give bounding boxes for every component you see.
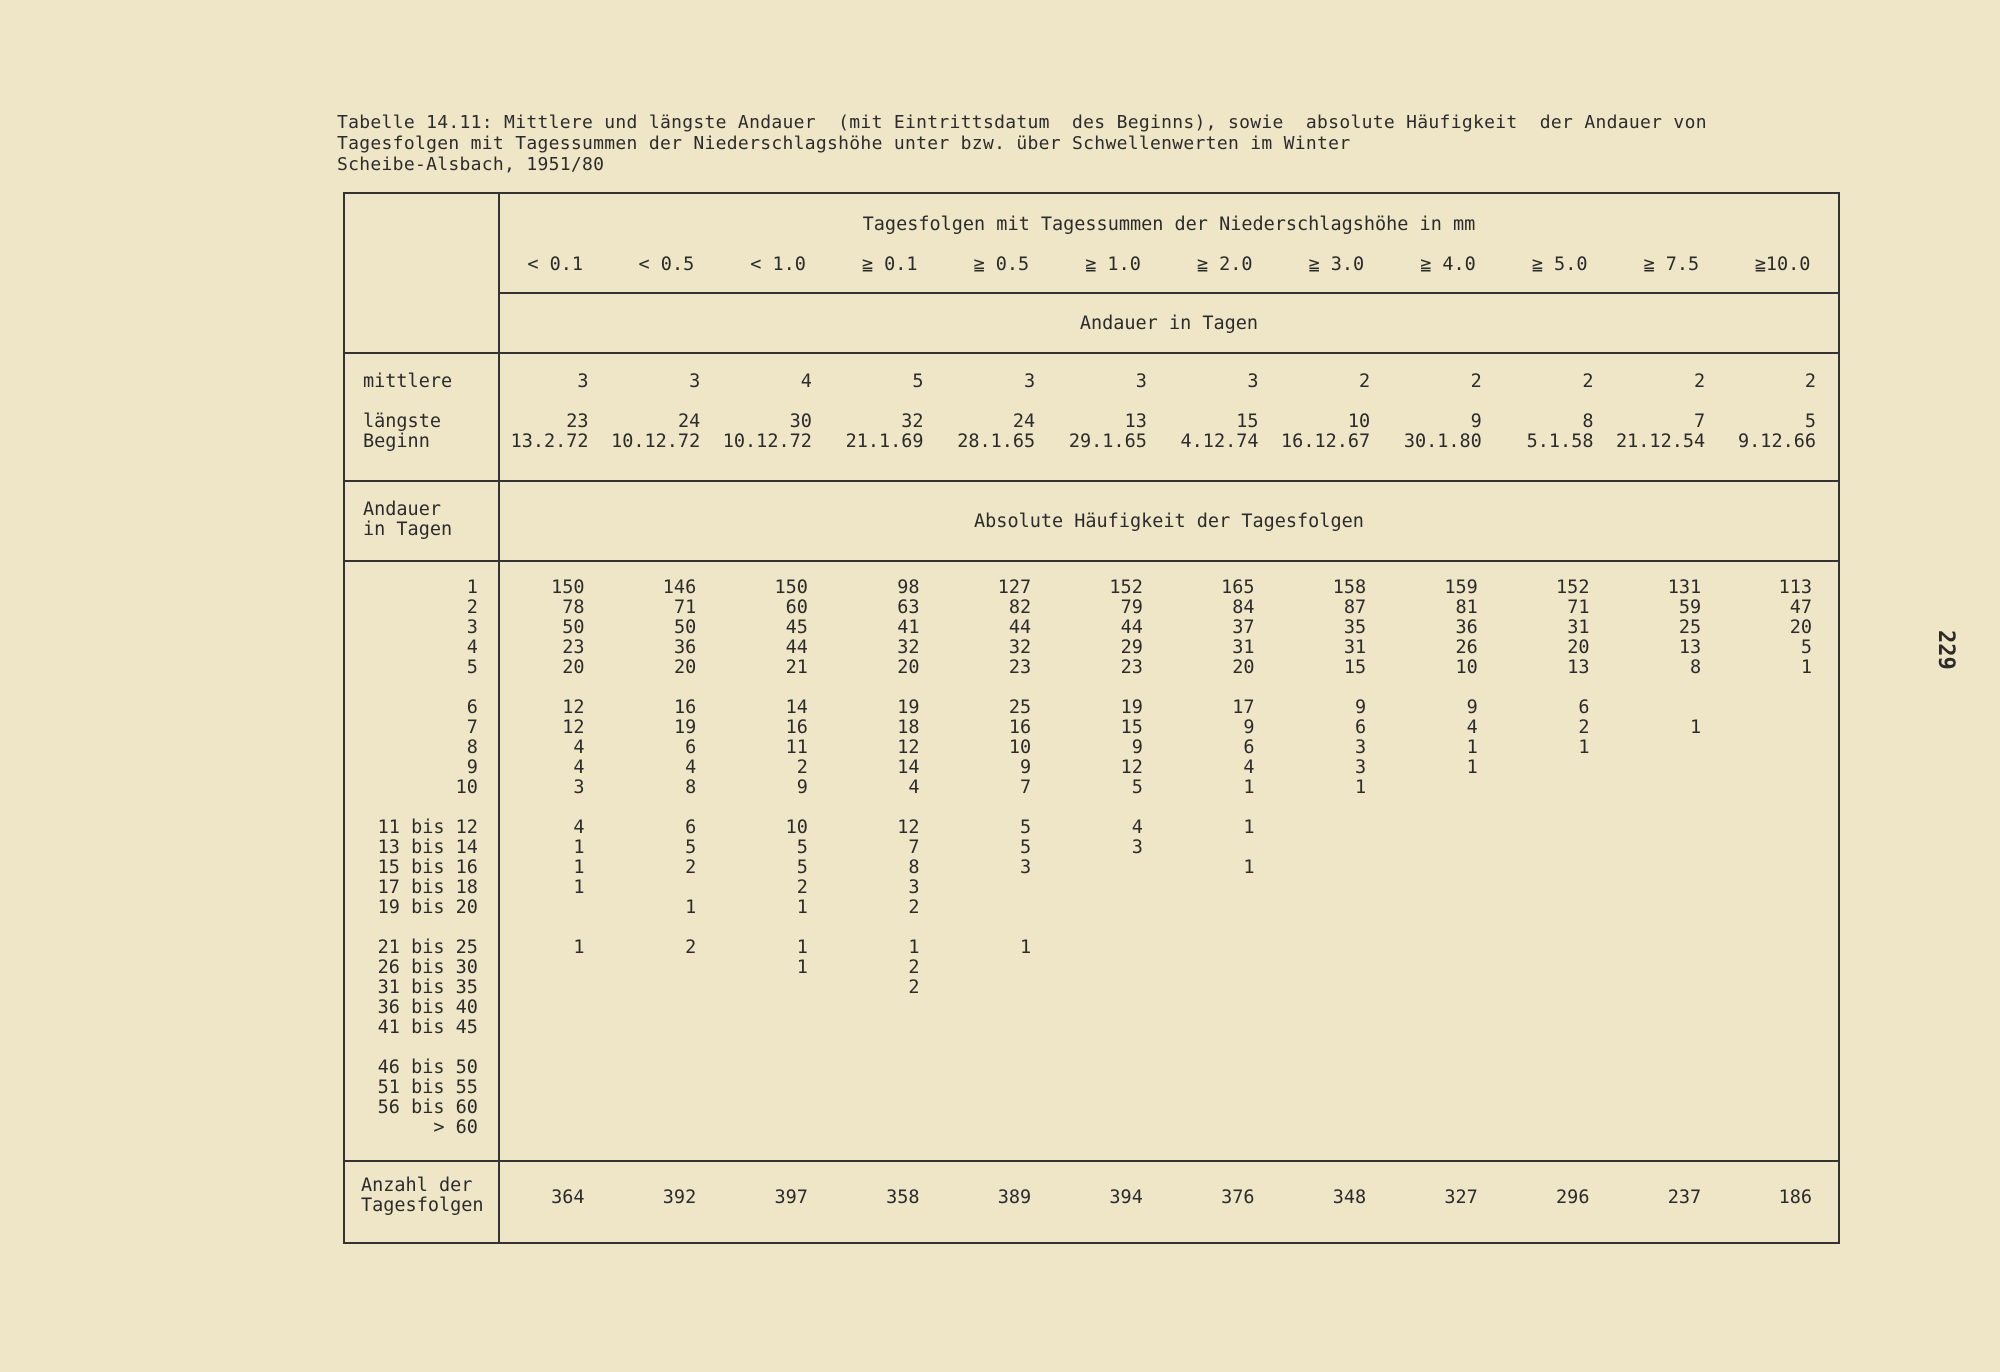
duration-group-1: 1 2 3 4 5: [466, 577, 478, 678]
frequency-col-9: [1392, 561, 1504, 1161]
mittlere-label: mittlere: [363, 371, 453, 392]
total-11: 237: [1615, 1161, 1727, 1243]
frequency-g4: 1: [573, 937, 585, 958]
frequency-g3: 6 5 2 1: [685, 817, 697, 918]
frequency-g2: 14 16 11 2 9: [785, 697, 808, 798]
total-7: 376: [1169, 1161, 1281, 1243]
stats-col-5: [946, 353, 1058, 481]
laengste-value: 23: [566, 411, 589, 432]
header-title-row: [344, 193, 1839, 254]
stats-col-3: [722, 353, 834, 481]
spacer: [1392, 392, 1482, 412]
stats-col-4: [834, 353, 946, 481]
frequency-col-8: [1281, 561, 1393, 1161]
totals-row: [344, 1161, 1839, 1243]
frequency-g4: [1169, 938, 1255, 1038]
stats-col-2: [611, 353, 723, 481]
andauer-row-label: Andauer in Tagen: [344, 481, 499, 561]
frequency-g3: 10 5 5 2 1: [785, 817, 808, 918]
frequency-g3: 4 1 1 1: [573, 817, 585, 898]
andauer-header-row: [344, 293, 1839, 353]
beginn-date: 28.1.65: [957, 431, 1036, 452]
laengste-value: 9: [1470, 411, 1482, 432]
frequency-col-3: [722, 561, 834, 1161]
threshold-9: ≧ 4.0: [1420, 254, 1476, 275]
laengste-value: 24: [677, 411, 701, 432]
beginn-date: 4.12.74: [1180, 431, 1259, 452]
table-caption: Tabelle 14.11: Mittlere und längste Andauer (mit Eintrittsdatum des Beginns), sowie absolute Häufigkeit der Andauer von Tagesfolgen mit Tagessummen der Niederschlagshöhe unter bzw. über Schwellenwerten im Winter Scheibe-Alsbach, 1951/80: [337, 112, 1707, 175]
total-4: 358: [834, 1161, 946, 1243]
beginn-date: 5.1.58: [1526, 431, 1594, 452]
frequency-g3: 5 5 3: [1020, 817, 1032, 878]
beginn-date: 21.12.54: [1616, 431, 1706, 452]
laengste-value: 13: [1124, 411, 1147, 432]
frequency-g4: [1615, 938, 1701, 1038]
frequency-g3: [1504, 818, 1590, 918]
beginn-date: 10.12.72: [722, 431, 812, 452]
stats-col-11: [1615, 353, 1727, 481]
laengste-value: 32: [901, 411, 924, 432]
threshold-8: ≧ 3.0: [1308, 254, 1365, 275]
threshold-6: ≧ 1.0: [1085, 254, 1141, 275]
threshold-2: < 0.5: [638, 254, 695, 275]
frequency-g1: 165 84 37 31 20: [1221, 577, 1255, 678]
frequency-header-row: [344, 481, 1839, 561]
mittlere-value: 5: [912, 371, 924, 392]
beginn-label: Beginn: [363, 431, 430, 452]
total-10: 296: [1504, 1161, 1616, 1243]
beginn-date: 21.1.69: [845, 431, 924, 452]
laengste-value: 15: [1236, 411, 1259, 432]
precipitation-duration-table: [343, 192, 1840, 1244]
frequency-g4: 1 1: [796, 937, 808, 978]
total-6: 394: [1057, 1161, 1169, 1243]
frequency-g1: 113 47 20 5 1: [1778, 577, 1812, 678]
frequency-col-5: [946, 561, 1058, 1161]
mittlere-value: 4: [800, 371, 812, 392]
frequency-g3: [1727, 818, 1812, 918]
spacer: [1727, 392, 1816, 412]
duration-group-3: 11 bis 12 13 bis 14 15 bis 16 17 bis 18 19 bis 20: [377, 817, 478, 918]
frequency-g2: 1: [1689, 717, 1702, 738]
frequency-g2: 6 2 1: [1578, 697, 1590, 758]
mittlere-value: 2: [1804, 371, 1816, 392]
frequency-g1: 152 71 31 20 13: [1556, 577, 1590, 678]
frequency-g3: 1 1: [1243, 817, 1255, 878]
mittlere-value: 2: [1359, 371, 1371, 392]
frequency-g1: 98 63 41 32 20: [897, 577, 920, 678]
stats-col-1: [499, 353, 611, 481]
frequency-col-10: [1504, 561, 1616, 1161]
laengste-value: 5: [1804, 411, 1816, 432]
frequency-g1: 158 87 35 31 15: [1332, 577, 1367, 678]
mittlere-value: 3: [1024, 371, 1036, 392]
mittlere-value: 2: [1582, 371, 1594, 392]
frequency-g2: 25 16 10 9 7: [1008, 697, 1032, 798]
spacer: [500, 392, 589, 412]
mittlere-value: 2: [1470, 371, 1482, 392]
spacer: [1169, 392, 1259, 412]
threshold-4: ≧ 0.1: [861, 254, 918, 275]
frequency-g4: [1057, 938, 1143, 1038]
corner-cell: [344, 193, 499, 353]
frequency-col-4: [834, 561, 946, 1161]
threshold-3: < 1.0: [750, 254, 806, 275]
frequency-col-2: [611, 561, 723, 1161]
mittlere-value: 3: [689, 371, 701, 392]
laengste-value: 7: [1693, 411, 1706, 432]
beginn-date: 10.12.72: [611, 431, 701, 452]
spacer: [946, 392, 1036, 412]
stats-col-9: [1392, 353, 1504, 481]
threshold-10: ≧ 5.0: [1531, 254, 1588, 275]
frequency-g4: [1727, 938, 1812, 1038]
stats-col-6: [1057, 353, 1169, 481]
frequency-g4: 1: [1020, 937, 1032, 958]
frequency-g4: 2: [685, 937, 697, 958]
frequency-g1: 131 59 25 13 8: [1667, 577, 1702, 678]
duration-group-2: 6 7 8 9 10: [455, 697, 478, 798]
laengste-label: längste: [363, 411, 441, 432]
threshold-11: ≧ 7.5: [1643, 254, 1700, 275]
frequency-col-11: [1615, 561, 1727, 1161]
laengste-value: 8: [1582, 411, 1594, 432]
threshold-5: ≧ 0.5: [973, 254, 1030, 275]
beginn-date: 30.1.80: [1403, 431, 1482, 452]
threshold-7: ≧ 2.0: [1196, 254, 1253, 275]
frequency-g2: [1727, 698, 1812, 798]
duration-labels: [344, 561, 499, 1161]
frequency-g4: [1281, 938, 1367, 1038]
frequency-g4: [1392, 938, 1478, 1038]
frequency-g2: 19 15 9 12 5: [1120, 697, 1143, 798]
frequency-g4: [1504, 938, 1590, 1038]
frequency-g3: 12 7 8 3 2: [897, 817, 920, 918]
frequency-col-6: [1057, 561, 1169, 1161]
stats-labels: [344, 353, 499, 481]
laengste-value: 10: [1347, 411, 1371, 432]
frequency-g1: 146 71 50 36 20: [662, 577, 697, 678]
beginn-date: 16.12.67: [1281, 431, 1371, 452]
frequency-g2: 17 9 6 4 1: [1232, 697, 1255, 798]
duration-group-5: 46 bis 50 51 bis 55 56 bis 60 > 60: [377, 1057, 478, 1138]
absolute-haeufigkeit-title: Absolute Häufigkeit der Tagesfolgen: [499, 481, 1839, 561]
frequency-g1: 152 79 44 29 23: [1109, 577, 1143, 678]
total-5: 389: [946, 1161, 1058, 1243]
stats-col-7: [1169, 353, 1281, 481]
mittlere-value: 2: [1693, 371, 1706, 392]
beginn-date: 13.2.72: [510, 431, 589, 452]
stats-col-10: [1504, 353, 1616, 481]
frequency-g2: 16 19 6 4 8: [673, 697, 697, 798]
frequency-g1: 150 60 45 44 21: [774, 577, 808, 678]
frequency-g1: 159 81 36 26 10: [1444, 577, 1478, 678]
frequency-g3: 4 3: [1131, 817, 1143, 858]
spacer: [611, 392, 701, 412]
mittlere-value: 3: [1135, 371, 1147, 392]
frequency-col-1: [499, 561, 611, 1161]
mittlere-value: 3: [577, 371, 589, 392]
frequency-col-12: [1727, 561, 1839, 1161]
frequency-g2: 12 12 4 4 3: [562, 697, 585, 798]
frequency-g3: [1392, 818, 1478, 918]
threshold-row: [344, 254, 1839, 293]
spacer: [1615, 392, 1705, 412]
laengste-value: 30: [789, 411, 812, 432]
frequency-g3: [1615, 818, 1701, 918]
beginn-date: 9.12.66: [1738, 431, 1816, 452]
totals-label: Anzahl der Tagesfolgen: [344, 1161, 499, 1243]
frequency-g4: 1 2 2: [908, 937, 920, 998]
andauer-in-tagen-label: Andauer in Tagen: [499, 293, 1839, 353]
mittlere-value: 3: [1247, 371, 1259, 392]
frequency-g2: 19 18 12 14 4: [897, 697, 920, 798]
total-12: 186: [1727, 1161, 1839, 1243]
frequency-col-7: [1169, 561, 1281, 1161]
laengste-value: 24: [1012, 411, 1036, 432]
spacer: [1504, 392, 1594, 412]
beginn-date: 29.1.65: [1068, 431, 1147, 452]
spacer: [1057, 392, 1147, 412]
frequency-body-row: [344, 561, 1839, 1161]
total-3: 397: [722, 1161, 834, 1243]
frequency-g1: 127 82 44 32 23: [997, 577, 1032, 678]
stats-col-8: [1281, 353, 1393, 481]
total-1: 364: [499, 1161, 611, 1243]
frequency-g3: [1281, 818, 1367, 918]
total-2: 392: [611, 1161, 723, 1243]
threshold-12: ≧10.0: [1754, 254, 1811, 275]
frequency-g2: 9 4 1 1: [1466, 697, 1478, 778]
spacer: [834, 392, 924, 412]
spacer: [722, 392, 812, 412]
stats-col-12: [1727, 353, 1839, 481]
header-title: Tagesfolgen mit Tagessummen der Niederschlagshöhe in mm: [862, 214, 1476, 235]
threshold-1: < 0.1: [527, 254, 584, 275]
frequency-g2: 9 6 3 3 1: [1355, 697, 1367, 798]
spacer: [1281, 392, 1371, 412]
total-9: 327: [1392, 1161, 1504, 1243]
page-number: 229: [1933, 630, 1958, 670]
duration-group-4: 21 bis 25 26 bis 30 31 bis 35 36 bis 40 41 bis 45: [377, 937, 478, 1038]
frequency-g1: 150 78 50 23 20: [551, 577, 585, 678]
stats-row: [344, 353, 1839, 481]
total-8: 348: [1281, 1161, 1393, 1243]
